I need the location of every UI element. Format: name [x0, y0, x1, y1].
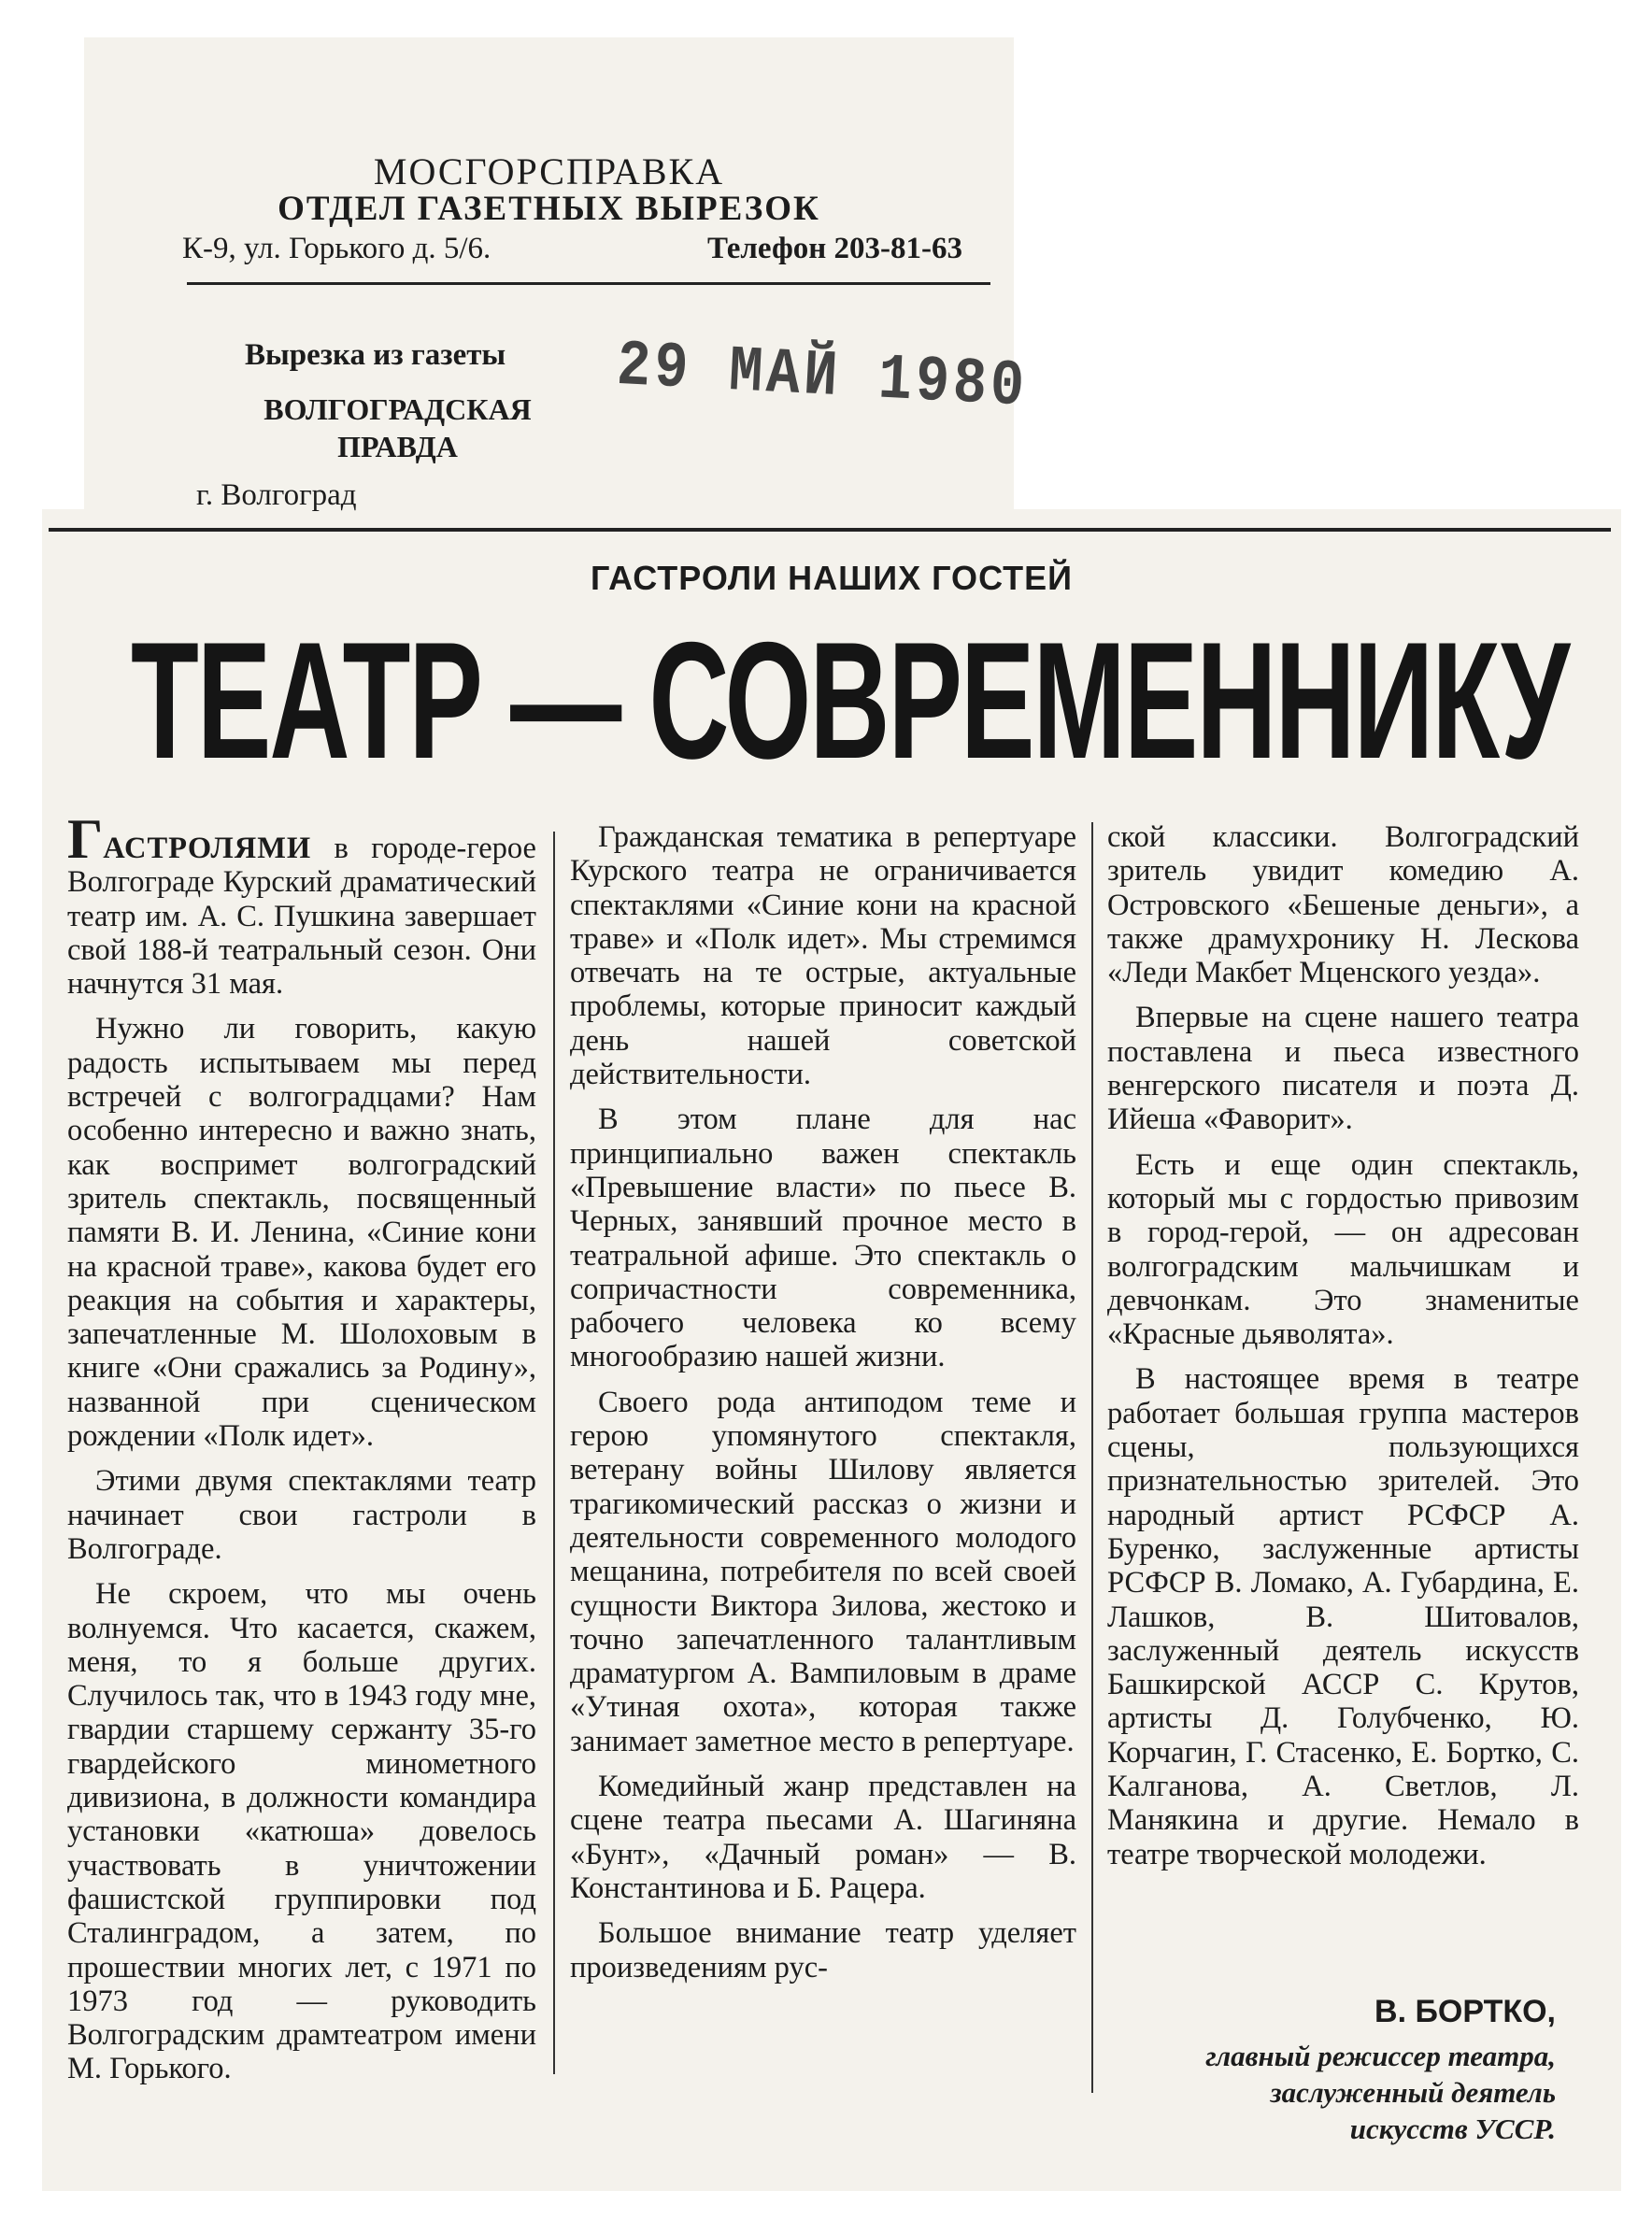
paragraph-text: в городе-герое Волгограде Курский драматический театр им. А. С. Пушкина завершает свой 188-й театральный сезон. Они начнутся 31 мая. [67, 832, 536, 1002]
paragraph: Не скроем, что мы очень волнуемся. Что касается, скажем, меня, то я больше других. Случилось так, что в 1943 году мне, гвардии старшему сержанту 35-го гвардейского минометного дивизиона, в должности командира установки «катюша» довелось участвовать в уничтожении фашистской группировки под Сталинградом, а затем, по прошествии многих лет, с 1971 по 1973 год — руководить Волгоградским драмтеатром имени М. Горького. [67, 1577, 536, 2086]
author-name: В. БОРТКО, [1374, 1994, 1556, 2029]
author-title: главный режиссер театра, [1205, 2040, 1556, 2072]
paragraph: Этими двумя спектаклями театр начинает свои гастроли в Волгограде. [67, 1464, 536, 1566]
paragraph: ской классики. Волгоградский зритель увидит комедию А. Островского «Бешеные деньги», а также драмухронику Н. Лескова «Леди Макбет Мценского уезда». [1107, 820, 1579, 990]
column-divider [553, 832, 555, 2074]
clip-source-label: Вырезка из газеты [245, 338, 506, 372]
paragraph: Своего рода антиподом теме и герою упомянутого спектакля, ветерану войны Шилову является трагикомический рассказ о жизни и деятельности современного молодого мещанина, потребителя по всей своей сущности Виктора Зилова, жестоко и точно запечатленного талантливым драматургом А. Вампиловым в драме «Утиная охота», которая также занимает заметное место в репертуаре. [570, 1385, 1076, 1758]
article-column-2 [570, 820, 1076, 1996]
agency-phone: Телефон 203-81-63 [707, 232, 963, 265]
drop-cap: Г [67, 808, 104, 870]
headline-text: ТЕАТР — СОВРЕМЕННИКУ [131, 607, 1569, 793]
paragraph: Нужно ли говорить, какую радость испытываем мы перед встречей с волгоградцами? Нам особенно интересно и важно знать, как воспримет волгоградский зритель спектакль, посвященный памяти В. И. Ленина, «Синие кони на красной траве», какова будет его реакция на события и характеры, запечатленные М. Шолоховым в книге «Они сражались за Родину», названной при сценическом рождении «Полк идет». [67, 1012, 536, 1454]
article-rubric: ГАСТРОЛИ НАШИХ ГОСТЕЙ [590, 559, 1074, 597]
agency-address: К-9, ул. Горького д. 5/6. [182, 232, 491, 265]
clipping-top-rule [49, 528, 1611, 532]
article-column-1 [67, 808, 536, 2098]
newspaper-name: ВОЛГОГРАДСКАЯ ПРАВДА [263, 392, 532, 463]
author-title: искусств УССР. [1349, 2112, 1556, 2145]
paragraph: Гражданская тематика в репертуаре Курского театра не ограничивается спектаклями «Синие кони на красной траве» и «Полк идет». Мы стремимся отвечать на те острые, актуальные проблемы, которые приносит каждый день нашей советской действительности. [570, 820, 1076, 1092]
paragraph: Впервые на сцене нашего театра поставлена и пьеса известного венгерского писателя и поэта Д. Ийеша «Фаворит». [1107, 1001, 1579, 1137]
paragraph [67, 808, 536, 1002]
lead-word: АСТРОЛЯМИ [103, 832, 312, 865]
paragraph: В настоящее время в театре работает большая группа мастеров сцены, пользующихся признательностью зрителей. Это народный артист РСФСР А. Буренко, заслуженные артисты РСФСР В. Ломако, А. Губардина, Е. Лашков, В. Шитовалов, заслуженный деятель искусств Башкирской АССР С. Крутов, артисты Д. Голубченко, Ю. Корчагин, Г. Стасенко, Е. Бортко, С. Калганова, А. Светлов, Л. Манякина и другие. Немало в театре творческой молодежи. [1107, 1362, 1579, 1871]
header-rule [187, 282, 990, 285]
agency-name: МОСГОРСПРАВКА [373, 150, 725, 192]
paragraph: В этом плане для нас принципиально важен спектакль «Превышение власти» по пьесе В. Черных, занявший прочное место в театральной афише. Это спектакль о сопричастности современника, рабочего человека ко всему многообразию нашей жизни. [570, 1102, 1076, 1374]
paragraph: Есть и еще один спектакль, который мы с гордостью привозим в город-герой, — он адресован волгоградским мальчишкам и девчонкам. Это знаменитые «Красные дьяволята». [1107, 1147, 1579, 1352]
newspaper-city: г. Волгоград [196, 478, 357, 512]
department-name: ОТДЕЛ ГАЗЕТНЫХ ВЫРЕЗОК [278, 190, 820, 228]
article-headline [131, 607, 1569, 794]
paragraph: Комедийный жанр представлен на сцене театра пьесами А. Шагиняна «Бунт», «Дачный роман» — В. Константинова и Б. Рацера. [570, 1770, 1076, 1905]
article-column-3 [1107, 820, 1579, 1883]
author-title: заслуженный деятель [1270, 2076, 1556, 2109]
date-stamp: 29 МАЙ 1980 [615, 330, 1030, 425]
column-divider [1091, 822, 1093, 2093]
paragraph: Большое внимание театр уделяет произведениям рус- [570, 1916, 1076, 1984]
